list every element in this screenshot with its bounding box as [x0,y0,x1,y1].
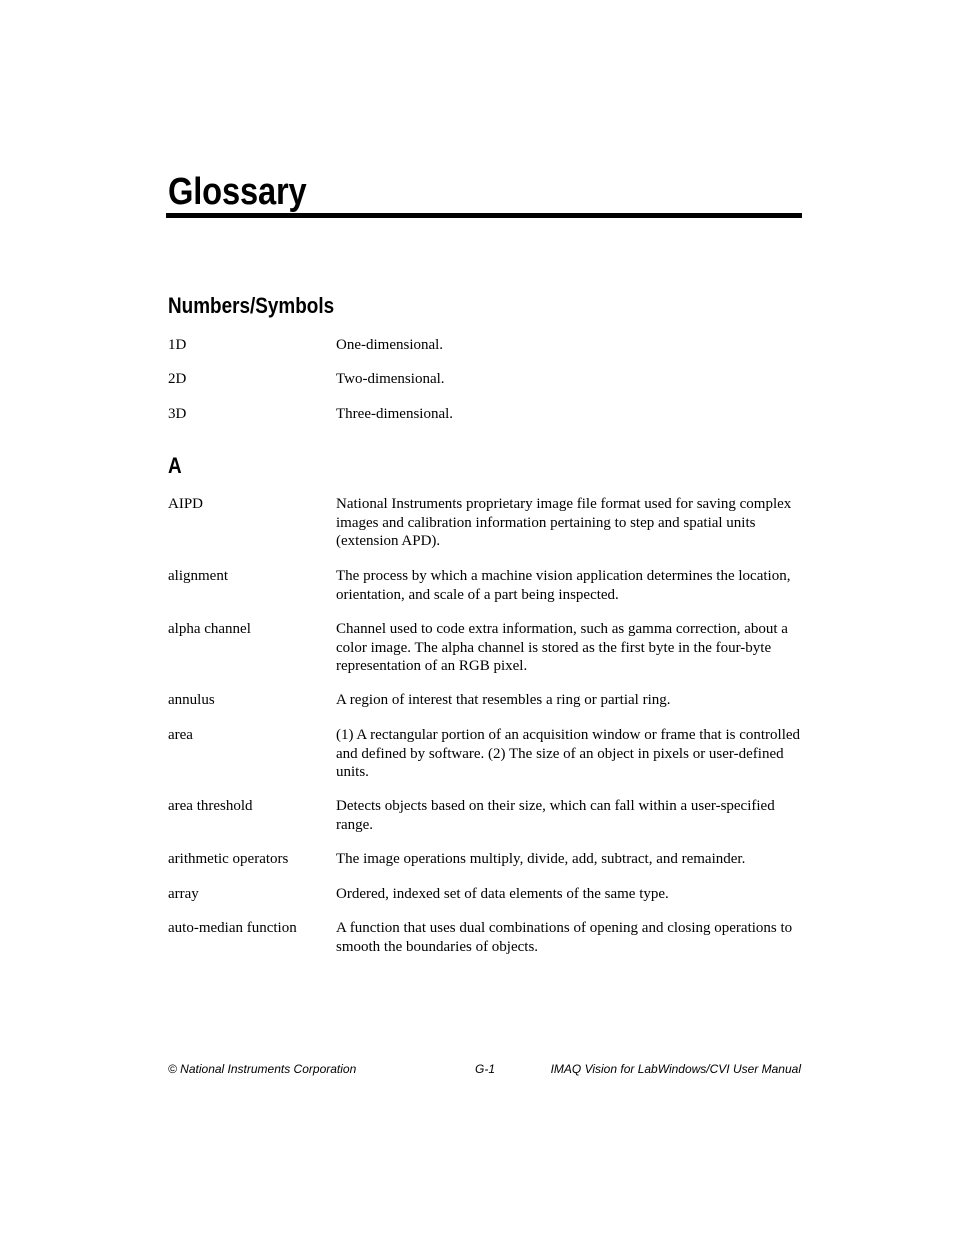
glossary-entry-arithmetic-operators [168,850,802,869]
glossary-entry-2d [168,370,802,389]
page-title: Glossary [168,171,307,213]
glossary-term: area threshold [168,798,253,814]
glossary-definition: National Instruments proprietary image file format used for saving complex images and calibration information pertaining to step and spatial units (extension APD). [336,496,792,550]
glossary-term: alpha channel [168,621,251,637]
glossary-entry-alpha-channel [168,620,802,676]
section-heading-numbers-symbols: Numbers/Symbols [168,293,335,318]
glossary-definition: Three-dimensional. [336,406,454,422]
glossary-definition: (1) A rectangular portion of an acquisition window or frame that is controlled and defined by software. (2) The size of an object in pixels or user-defined units. [336,727,801,781]
footer-page-number: G-1 [475,1062,496,1076]
glossary-term: arithmetic operators [168,851,289,867]
glossary-definition: Two-dimensional. [336,371,445,387]
glossary-entry-aipd [168,495,802,551]
footer-copyright: © National Instruments Corporation [168,1062,357,1076]
glossary-term: 1D [168,337,187,353]
glossary-term: alignment [168,568,228,584]
glossary-entry-3d [168,405,802,424]
glossary-entry-alignment [168,567,802,604]
glossary-definition: Channel used to code extra information, such as gamma correction, about a color image. The alpha channel is stored as the first byte in the four-byte representation of an RGB pixel. [336,621,788,675]
glossary-definition: A function that uses dual combinations of opening and closing operations to smooth the boundaries of objects. [336,920,793,955]
glossary-entry-1d [168,336,802,355]
glossary-definition: A region of interest that resembles a ring or partial ring. [336,692,671,708]
footer-manual-title: IMAQ Vision for LabWindows/CVI User Manual [550,1062,801,1076]
glossary-term: annulus [168,692,215,708]
glossary-entry-array [168,885,802,904]
glossary-entry-area [168,726,802,782]
section-heading-a: A [168,453,182,478]
glossary-definition: The process by which a machine vision application determines the location, orientation, and scale of a part being inspected. [336,568,791,603]
glossary-definition: One-dimensional. [336,337,444,353]
glossary-entry-auto-median-function [168,919,802,956]
glossary-term: AIPD [168,496,204,512]
glossary-entry-annulus [168,691,802,710]
glossary-definition: Ordered, indexed set of data elements of the same type. [336,886,669,902]
glossary-entry-area-threshold [168,797,802,834]
glossary-term: auto-median function [168,920,297,936]
glossary-term: array [168,886,199,902]
glossary-term: 3D [168,406,187,422]
glossary-definition: The image operations multiply, divide, add, subtract, and remainder. [336,851,746,867]
glossary-definition: Detects objects based on their size, which can fall within a user-specified range. [336,798,775,833]
title-rule [166,213,802,218]
glossary-term: area [168,727,193,743]
glossary-term: 2D [168,371,187,387]
